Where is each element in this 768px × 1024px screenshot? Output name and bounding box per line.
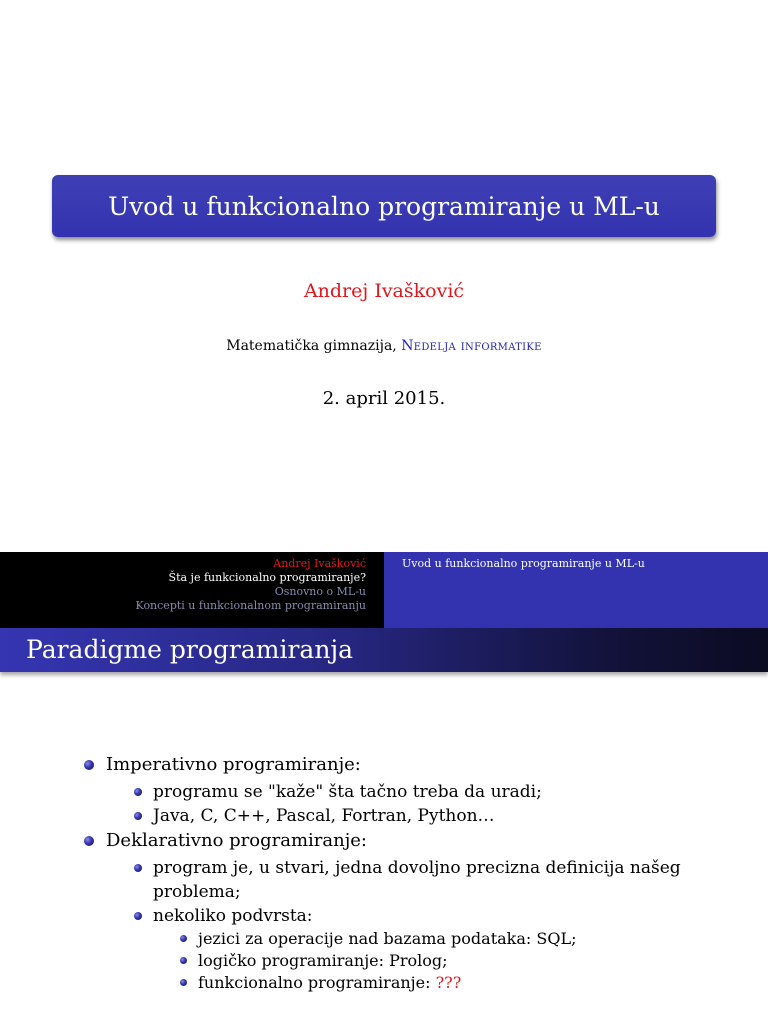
bullet-icon xyxy=(134,912,142,920)
bullet-text: nekoliko podvrsta: xyxy=(153,906,313,926)
list-item xyxy=(106,780,713,804)
bullet-text: Java, C, C++, Pascal, Fortran, Python… xyxy=(153,806,495,826)
list-item xyxy=(0,828,768,994)
bullet-text: jezici za operacije nad bazama podataka: SQL; xyxy=(198,929,577,948)
bullet-icon xyxy=(84,836,94,846)
event-name: Nedelja informatike xyxy=(401,338,542,354)
list-item xyxy=(106,804,713,828)
list-item xyxy=(153,928,713,950)
institute-name: Matematička gimnazija, xyxy=(226,338,402,354)
header-talk-title: Uvod u funkcionalno programiranje u ML-u xyxy=(384,552,768,628)
bullet-icon xyxy=(180,935,187,942)
bullet-icon xyxy=(84,760,94,770)
institute-line xyxy=(0,338,768,354)
section-link-current[interactable]: Šta je funkcionalno programiranje? xyxy=(168,571,366,584)
bullet-icon xyxy=(134,864,142,872)
alert-text: ??? xyxy=(435,973,462,992)
header-navigation xyxy=(0,552,384,628)
list-item xyxy=(106,856,713,904)
list-item xyxy=(153,972,713,994)
slide-content xyxy=(0,752,768,994)
header-author: Andrej Ivašković xyxy=(273,557,366,570)
presentation-date: 2. april 2015. xyxy=(322,388,446,409)
bullet-text: funkcionalno programiranje: xyxy=(198,973,436,992)
bullet-list xyxy=(0,752,768,994)
bullet-text: program je, u stvari, jedna dovoljno precizna definicija našeg problema; xyxy=(153,858,681,902)
content-slide xyxy=(0,552,768,1024)
section-link[interactable]: Osnovno o ML-u xyxy=(274,585,366,598)
sub-bullet-list xyxy=(106,856,768,994)
bullet-icon xyxy=(180,957,187,964)
bullet-text: programu se "kaže" šta tačno treba da uradi; xyxy=(153,782,542,802)
slide-header xyxy=(0,552,768,628)
bullet-text: logičko programiranje: Prolog; xyxy=(198,951,448,970)
section-link[interactable]: Koncepti u funkcionalnom programiranju xyxy=(135,599,366,612)
list-item xyxy=(153,950,713,972)
list-item xyxy=(106,904,713,994)
sub-bullet-list xyxy=(106,780,768,828)
bullet-text: Deklarativno programiranje: xyxy=(106,830,367,851)
title-box xyxy=(52,175,716,237)
bullet-icon xyxy=(180,979,187,986)
bullet-icon xyxy=(134,788,142,796)
frame-title: Paradigme programiranja xyxy=(26,635,354,664)
bullet-icon xyxy=(134,812,142,820)
author-name: Andrej Ivašković xyxy=(303,280,465,302)
presentation-title: Uvod u funkcionalno programiranje u ML-u xyxy=(108,191,660,221)
list-item xyxy=(0,752,768,828)
frame-title-bar xyxy=(0,628,768,672)
sub-sub-bullet-list xyxy=(153,928,713,994)
bullet-text: Imperativno programiranje: xyxy=(106,754,361,775)
